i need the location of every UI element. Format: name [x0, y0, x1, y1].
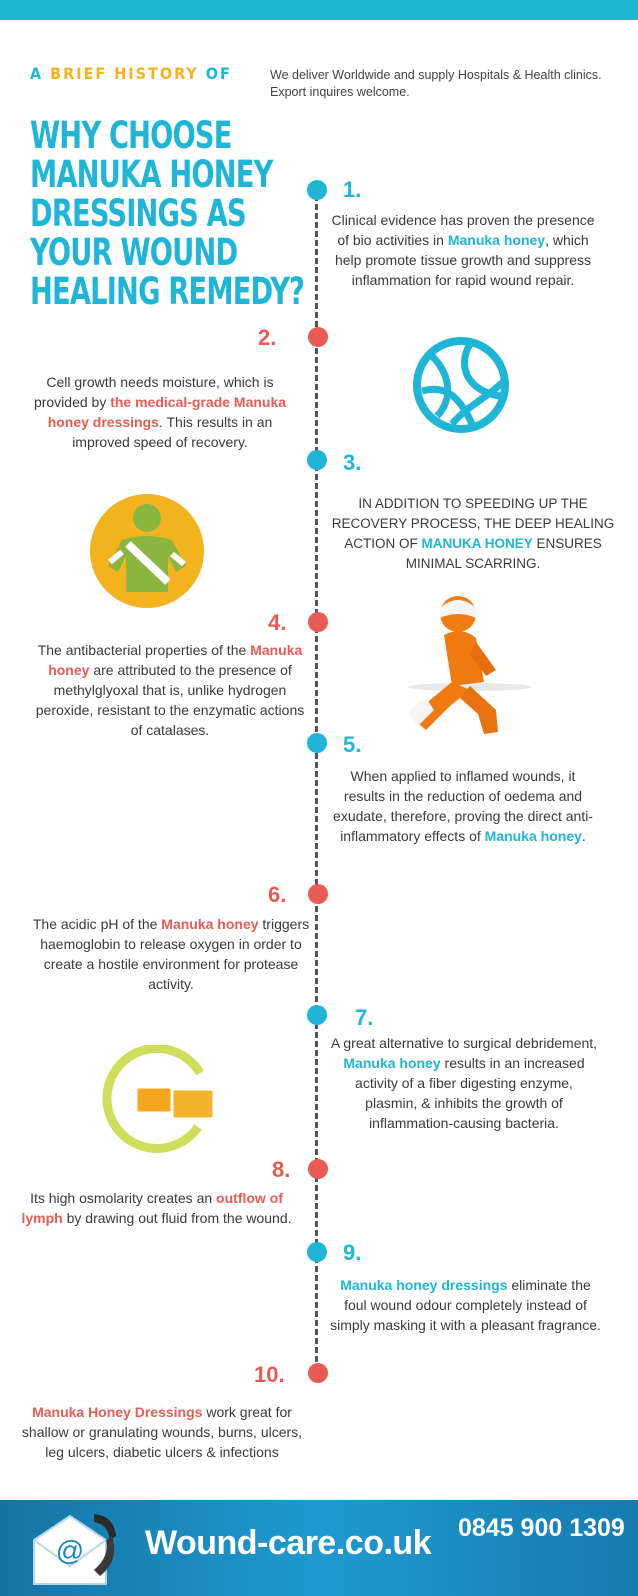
- step-number: 8.: [272, 1157, 291, 1182]
- title-line: DRESSINGS AS: [30, 192, 246, 235]
- page-title: [30, 114, 305, 313]
- honey-dressing-image: [100, 1045, 220, 1153]
- footer-banner: [0, 1500, 638, 1596]
- title-line: WHY CHOOSE: [30, 114, 232, 157]
- step-text: Manuka Honey Dressings work great for shallow or granulating wounds, burns, ulcers, leg ulcers, diabetic ulcers & infections: [21, 1404, 303, 1460]
- timeline-dot: [307, 1242, 327, 1262]
- injured-figure-image: [400, 590, 535, 740]
- step-number: 10.: [254, 1362, 285, 1387]
- timeline-dot: [307, 450, 327, 470]
- email-phone-icon: [30, 1510, 120, 1590]
- website-link[interactable]: Wound-care.co.uk: [145, 1524, 432, 1562]
- step-text: Clinical evidence has proven the presence of bio activities in Manuka honey, which help promote tissue growth and suppress inflammation for rapid wound repair.: [331, 212, 595, 288]
- timeline-dot: [307, 180, 327, 200]
- step-text: Cell growth needs moisture, which is provided by the medical-grade Manuka honey dressings. This results in an improved speed of recovery.: [33, 374, 287, 450]
- timeline-dot: [308, 1159, 328, 1179]
- step-number: 1.: [343, 177, 362, 202]
- top-bar: [0, 0, 638, 20]
- step-number: 9.: [343, 1240, 362, 1265]
- timeline-line: [315, 195, 318, 1380]
- step-text: Its high osmolarity creates an outflow of lymph by drawing out fluid from the wound.: [21, 1190, 292, 1226]
- step-number: 5.: [343, 732, 362, 757]
- bandaged-person-icon: [88, 492, 206, 610]
- step-text: The antibacterial properties of the Manuka honey are attributed to the presence of methylglyoxal that is, unlike hydrogen peroxide, resistant to the enzymatic actions of catalases.: [35, 642, 305, 738]
- timeline-dot: [308, 327, 328, 347]
- step-text: The acidic pH of the Manuka honey triggers haemoglobin to release oxygen in order to create a hostile environment for protease activity.: [32, 916, 310, 992]
- step-number: 3.: [343, 450, 362, 475]
- timeline-dot: [308, 884, 328, 904]
- step-text: Manuka honey dressings eliminate the foul wound odour completely instead of simply masking it with a pleasant fragrance.: [330, 1277, 601, 1333]
- step-number: 6.: [268, 882, 287, 907]
- title-line: MANUKA HONEY: [30, 153, 273, 196]
- svg-text:@: @: [55, 1535, 85, 1566]
- step-text: IN ADDITION TO SPEEDING UP THE RECOVERY PROCESS, THE DEEP HEALING ACTION OF MANUKA HONEY ENSURES MINIMAL SCARRING.: [331, 496, 615, 571]
- ball-icon: [412, 336, 510, 434]
- title-line: HEALING REMEDY?: [30, 270, 305, 313]
- delivery-line-2: Export inquires welcome.: [270, 85, 410, 99]
- timeline-dot: [308, 612, 328, 632]
- kicker-heading: A BRIEF HISTORY OF: [30, 64, 232, 83]
- delivery-line-1: We deliver Worldwide and supply Hospitals & Health clinics.: [270, 68, 602, 82]
- step-number: 4.: [268, 610, 287, 635]
- timeline-dot: [308, 1363, 328, 1383]
- step-text: When applied to inflamed wounds, it results in the reduction of oedema and exudate, therefore, proving the direct anti-inflammatory effects of Manuka honey.: [333, 768, 593, 844]
- step-number: 2.: [258, 325, 277, 350]
- step-number: 7.: [355, 1005, 374, 1030]
- delivery-note: [270, 67, 630, 101]
- step-text: A great alternative to surgical debridement, Manuka honey results in an increased activity of a fiber digesting enzyme, plasmin, & inhibits the growth of inflammation-causing bacteria.: [330, 1035, 598, 1131]
- phone-number[interactable]: 0845 900 1309: [458, 1514, 625, 1542]
- timeline-dot: [307, 1005, 327, 1025]
- timeline-dot: [307, 733, 327, 753]
- title-line: YOUR WOUND: [30, 231, 238, 274]
